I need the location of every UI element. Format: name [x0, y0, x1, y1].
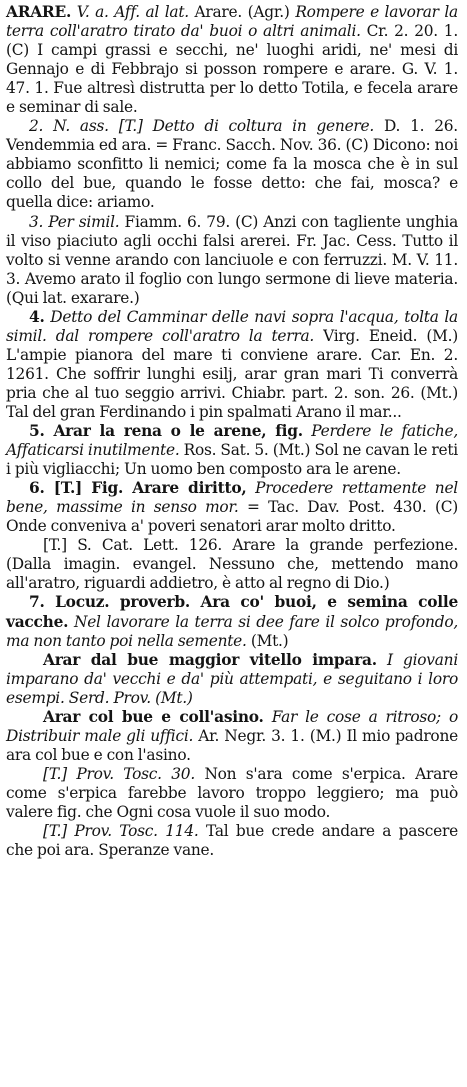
sense-text: = Tac. Dav. Post. 430. (C) Onde conveniva a' poveri senatori arar molto dritto.: [6, 498, 458, 536]
entry-grammar: V. a. Aff. al lat.: [76, 3, 189, 21]
sense-definition: Detto del Camminar delle navi sopra l'acqua, tolta la simil. dal rompere coll'aratro la terra.: [6, 307, 458, 345]
sense-7-sub-1: [6, 651, 458, 708]
sense-text: Serd. Prov. (Mt.): [68, 688, 193, 707]
sense-3: [6, 213, 458, 308]
entry-text: Cr. 2. 20. 1. (C) I campi grassi e secchi, ne' luoghi aridi, ne' mesi di Gennajo e di Febbrajo si posson rompere e arare. G. V. 1. 47. 1. Fue altresì distrutta per lo detto Totila, e fecela arare e seminar di sale.: [6, 22, 458, 117]
sense-definition: Perdere le fatiche, Affaticarsi inutilmente.: [6, 422, 458, 460]
sense-label: 6. [T.] Fig. Arare diritto,: [29, 479, 247, 498]
sense-text: Virg. Eneid. (M.) L'ampie pianora del mare ti conviene arare. Car. En. 2. 1261. Che soffrir lunghi esilj, arar gran mari Ti converrà pria che al tuo seggio arrivi. Chiabr. part. 2. son. 26. (Mt.) Tal del gran Ferdinando i pin spalmati Arano il mar...: [6, 326, 458, 421]
sense-text: Tal bue crede andare a pascere che poi ara. Speranze vane.: [6, 822, 458, 860]
sense-definition: Far le cose a ritroso; o Distribuir male gli uffici.: [6, 707, 458, 745]
sense-5: [6, 422, 458, 479]
sense-text: Ar. Negr. 3. 1. (M.) Il mio padrone ara col bue e con l'asino.: [6, 726, 458, 764]
sense-2: [6, 117, 458, 212]
entry-latin: Arare. (Agr.): [194, 3, 290, 21]
entry-definition: Rompere e lavorar la terra coll'aratro tirato da' buoi o altri animali.: [6, 3, 458, 41]
sense-definition: Procedere rettamente nel bene, massime in senso mor.: [6, 479, 458, 517]
sense-7-sub-2: [6, 708, 458, 765]
sense-label: 7. Locuz. proverb. Ara co' buoi, e semina colle vacche.: [6, 593, 458, 631]
sense-7-sub-3: [6, 765, 458, 822]
sense-text: Ros. Sat. 5. (Mt.) Sol ne cavan le reti i più vigliacchi; Un uomo ben composto ara le arene.: [6, 441, 458, 479]
sense-7: [6, 593, 458, 650]
sense-label: Arar col bue e coll'asino.: [43, 707, 264, 726]
sense-7-sub-4: [6, 822, 458, 860]
entry-arare: [6, 3, 458, 117]
sense-definition: Nel lavorare la terra si dee fare il solco profondo, ma non tanto poi nella semente.: [6, 612, 458, 650]
sense-label: 3. Per simil.: [29, 212, 120, 231]
sense-label: [T.] Prov. Tosc. 114.: [43, 822, 199, 841]
sense-6-sub: [6, 536, 458, 593]
sense-4: [6, 308, 458, 422]
sense-label: 2. N. ass. [T.]: [29, 117, 143, 136]
sense-text: Non s'ara come s'erpica. Arare come s'erpica farebbe lavoro troppo leggiero; ma può valere fig. che Ogni cosa vuole il suo modo.: [6, 764, 458, 821]
sense-label: 4.: [29, 307, 45, 326]
sense-definition: I giovani imparano da' vecchi e da' più attempati, e seguitano i loro esempi.: [6, 650, 458, 707]
sense-label: 5. Arar la rena o le arene, fig.: [29, 422, 303, 441]
sense-label: Arar dal bue maggior vitello impara.: [43, 650, 377, 669]
sense-label: [T.]: [43, 536, 67, 555]
sense-text: (Mt.): [250, 631, 289, 650]
sense-text: S. Cat. Lett. 126. Arare la grande perfezione. (Dalla imagin. evangel. Nessuno che, mettendo mano all'aratro, riguardi addietro, è atto al regno di Dio.): [6, 536, 458, 593]
sense-label: [T.] Prov. Tosc. 30.: [43, 764, 195, 783]
headword: ARARE.: [6, 3, 72, 21]
sense-6: [6, 479, 458, 536]
sense-text: Fiamm. 6. 79. (C) Anzi con tagliente unghia il viso piaciuto agli occhi falsi arerei. Fr. Jac. Cess. Tutto il volto si venne arando con lanciuole e con ferruzzi. M. V. 11. 3. Avemo arato il foglio con lungo sermone di lieve materia. (Qui lat. exarare.): [6, 212, 458, 307]
sense-text: D. 1. 26. Vendemmia ed ara. = Franc. Sacch. Nov. 36. (C) Dicono: noi abbiamo sconfitto li nemici; come fa la mosca che è in sul collo del bue, quando le fosse detto: che fai, mosca? e quella dice: ariamo.: [6, 117, 458, 212]
sense-definition: Detto di coltura in genere.: [152, 117, 375, 136]
